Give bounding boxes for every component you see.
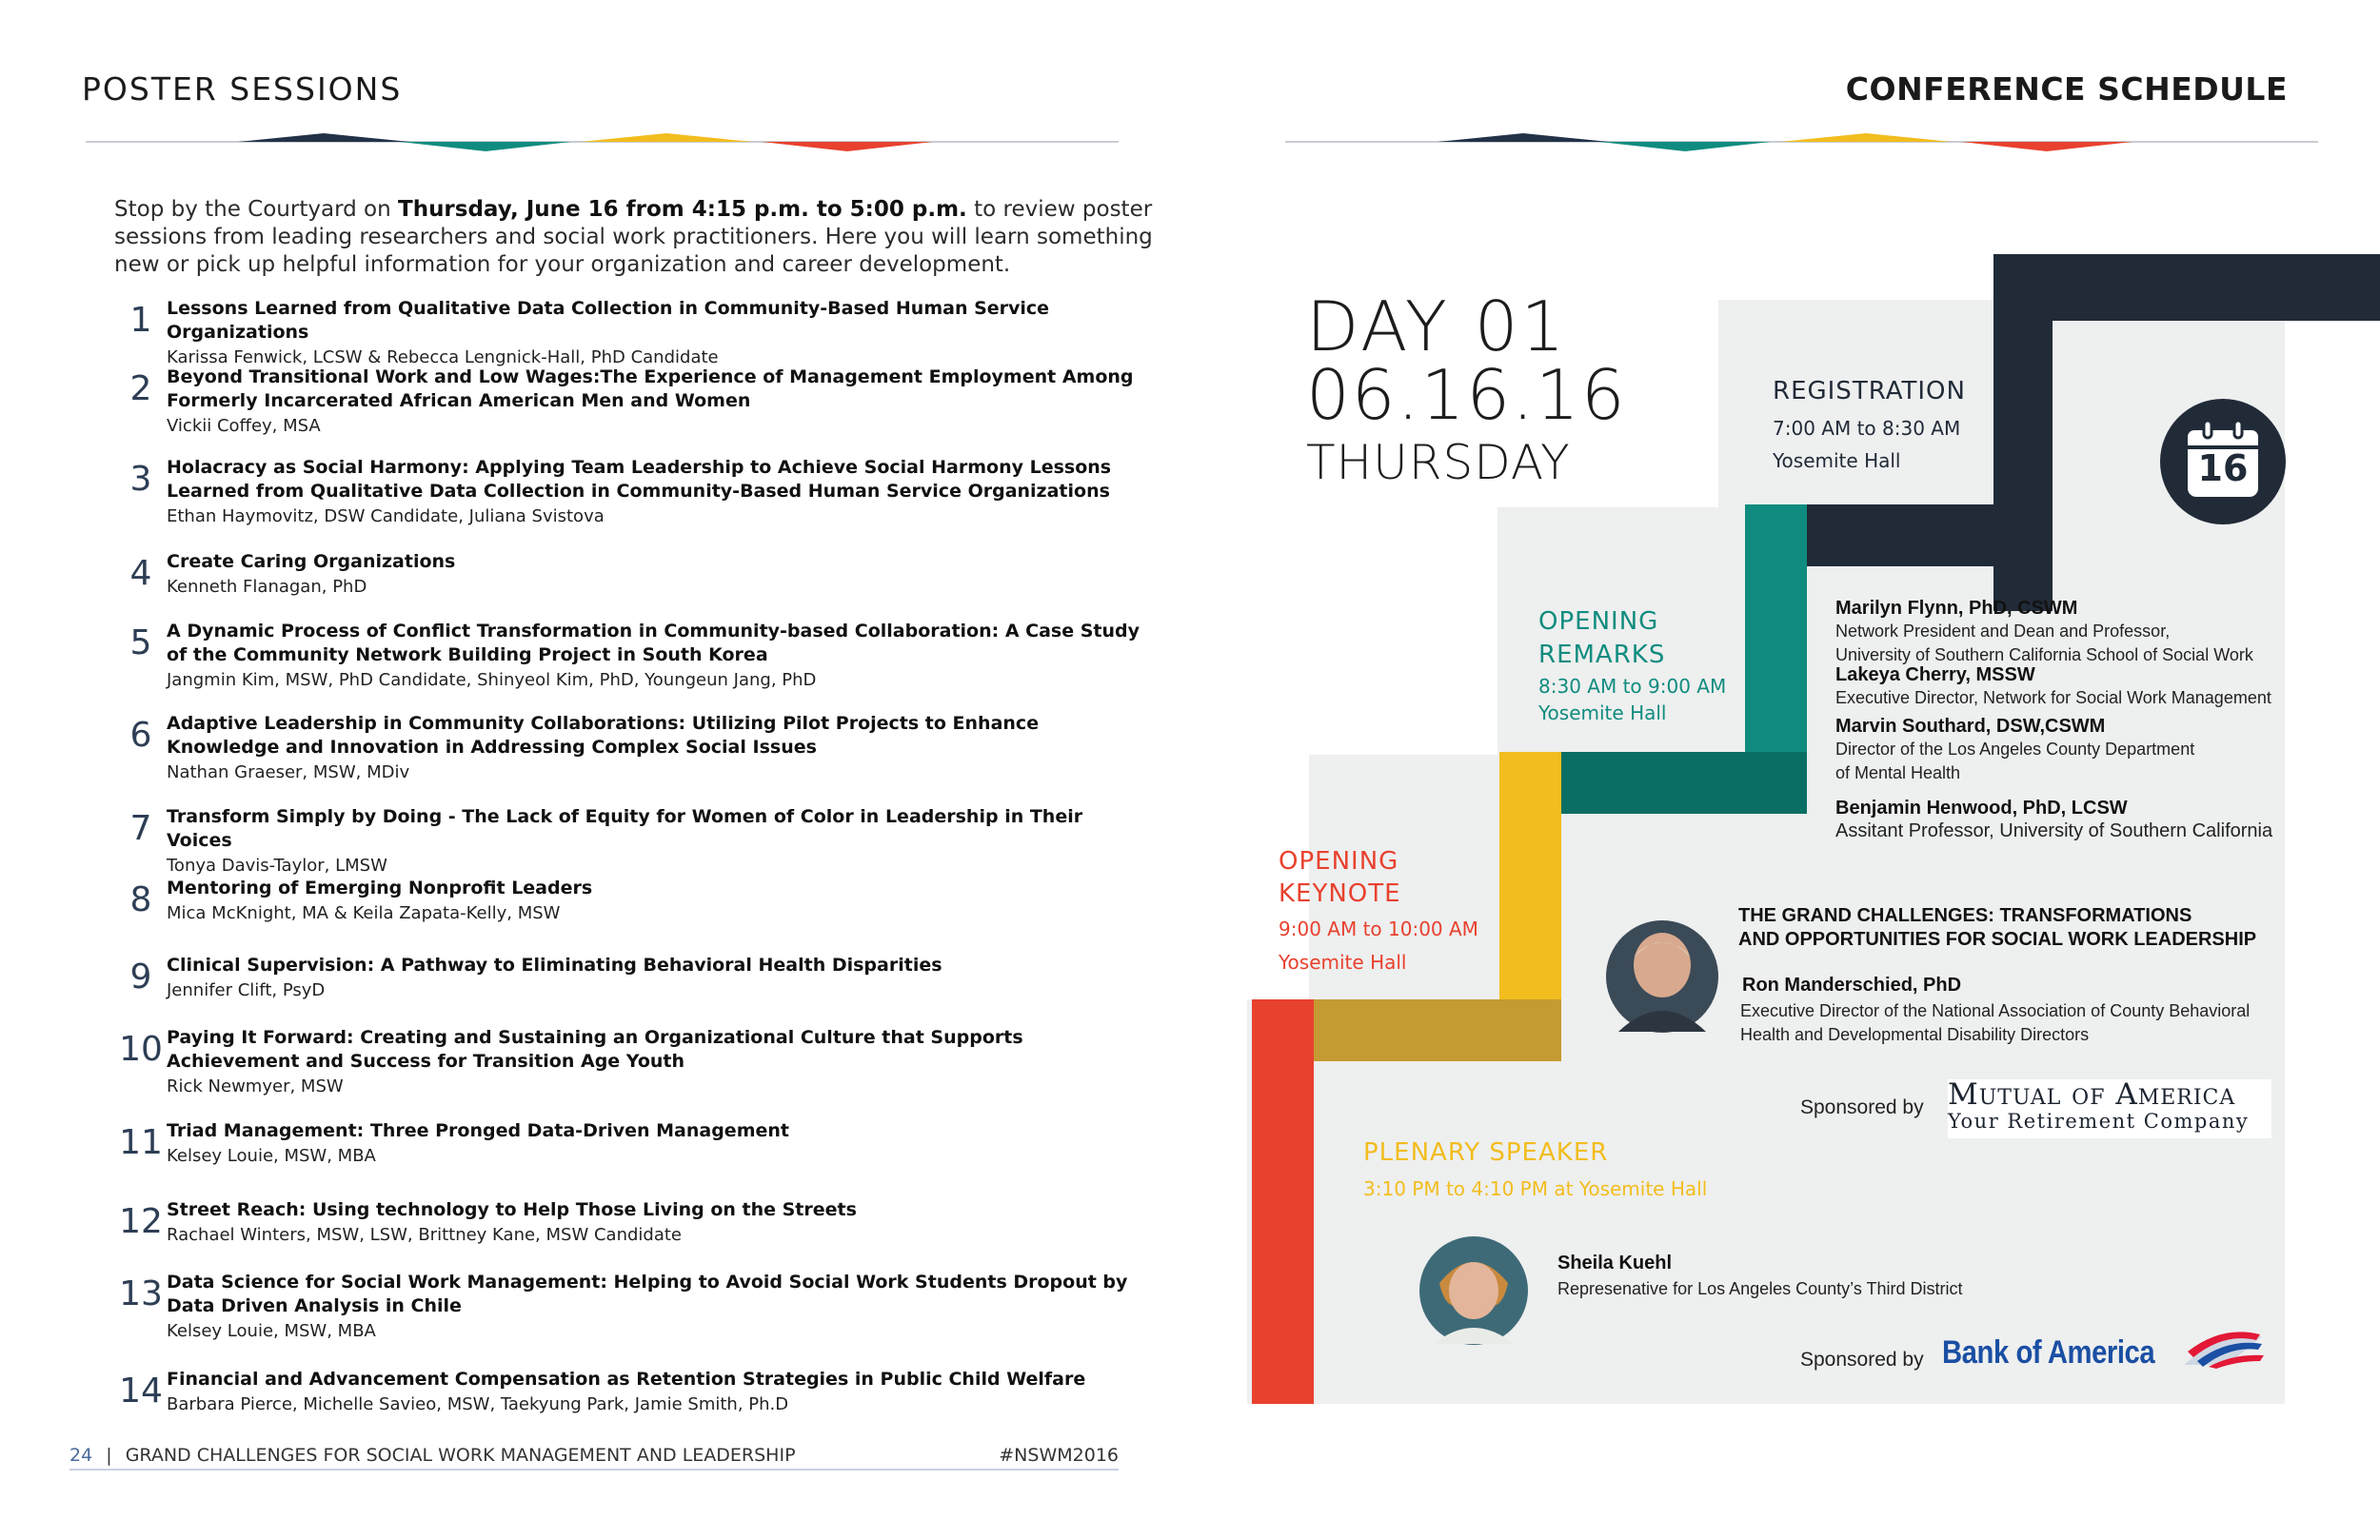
- opening-remarks-label-2: REMARKS: [1538, 641, 1666, 669]
- keynote-sponsored-by: Sponsored by: [1800, 1096, 1924, 1118]
- footer-hashtag: #NSWM2016: [999, 1445, 1119, 1466]
- poster-title: Triad Management: Three Pronged Data-Driven Management: [167, 1120, 789, 1141]
- calendar-day: 16: [2197, 447, 2249, 489]
- poster-authors: Rachael Winters, MSW, LSW, Brittney Kane, MSW Candidate: [167, 1225, 682, 1245]
- poster-number: 11: [119, 1123, 163, 1162]
- poster-authors: Jangmin Kim, MSW, PhD Candidate, Shinyeol Kim, PhD, Youngeun Jang, PhD: [167, 670, 817, 690]
- poster-title: Data Science for Social Work Management: Helping to Avoid Social Work Students Dropout by Data Driven Analysis in Chile: [167, 1272, 1128, 1316]
- poster-authors: Jennifer Clift, PsyD: [167, 980, 326, 1000]
- registration-place: Yosemite Hall: [1773, 449, 1901, 472]
- poster-number: 13: [119, 1274, 163, 1313]
- step-yellow-horizontal: [1314, 999, 1561, 1061]
- speaker-role: Director of the Los Angeles County Department: [1835, 740, 2195, 759]
- plenary-time: 3:10 PM to 4:10 PM at Yosemite Hall: [1363, 1177, 1708, 1200]
- poster-title: Transform Simply by Doing - The Lack of Equity for Women of Color in Leadership in Their Voices: [167, 806, 1083, 851]
- rule-triangle-teal: [400, 142, 571, 151]
- plenary-sponsored-by: Sponsored by: [1800, 1349, 1924, 1371]
- poster-title: A Dynamic Process of Conflict Transformation in Community-based Collaboration: A Case Study of the Community Network Building Project in South Korea: [167, 621, 1140, 665]
- speaker-role: Assitant Professor, University of Southern California: [1835, 820, 2273, 841]
- opening-remarks-label: OPENING: [1538, 607, 1659, 636]
- speaker-role: University of Southern California School of Social Work: [1835, 645, 2253, 664]
- poster-title: Holacracy as Social Harmony: Applying Team Leadership to Achieve Social Harmony Lessons Learned from Qualitative Data Collection in Community-Based Human Service Organizations: [167, 457, 1112, 502]
- poster-title: Beyond Transitional Work and Low Wages:The Experience of Management Employment Among Formerly Incarcerated African American Men and Women: [167, 366, 1134, 411]
- mutual-of-america-logo: Mutual of America Your Retirement Company: [1948, 1079, 2271, 1138]
- poster-number: 14: [119, 1372, 163, 1411]
- right-page-header: CONFERENCE SCHEDULE: [1845, 70, 2288, 108]
- poster-item: [112, 297, 1140, 371]
- poster-title: Mentoring of Emerging Nonprofit Leaders: [167, 878, 593, 898]
- rule-triangle-red: [1961, 142, 2132, 151]
- page-number: 24: [69, 1445, 93, 1466]
- poster-title: Street Reach: Using technology to Help Those Living on the Streets: [167, 1199, 857, 1220]
- rule-triangle-navy: [238, 133, 409, 142]
- poster-number: 9: [129, 958, 152, 997]
- speaker-name: Benjamin Henwood, PhD, LCSW: [1835, 798, 2128, 819]
- poster-item: [112, 1026, 1140, 1100]
- footer-separator: |: [106, 1445, 112, 1466]
- plenary-speaker-name: Sheila Kuehl: [1557, 1253, 1673, 1273]
- step-red-vertical: [1252, 999, 1314, 1404]
- keynote-talk-title-line1: THE GRAND CHALLENGES: TRANSFORMATIONS: [1738, 905, 2192, 926]
- poster-item: [112, 456, 1140, 530]
- speaker-role: Network President and Dean and Professor,: [1835, 622, 2171, 641]
- speaker-role: Executive Director, Network for Social Work Management: [1835, 688, 2271, 707]
- plenary-label: PLENARY SPEAKER: [1363, 1138, 1609, 1167]
- poster-number: 2: [129, 369, 152, 408]
- plenary-speaker-role: Represenative for Los Angeles County’s Third District: [1557, 1279, 1963, 1298]
- opening-remarks-place: Yosemite Hall: [1538, 701, 1667, 724]
- poster-title: Create Caring Organizations: [167, 551, 456, 572]
- poster-number: 3: [129, 460, 152, 499]
- rule-triangle-yellow: [1780, 133, 1952, 142]
- poster-item: [112, 620, 1140, 694]
- poster-authors: Nathan Graeser, MSW, MDiv: [167, 762, 410, 782]
- registration-time: 7:00 AM to 8:30 AM: [1773, 417, 1961, 440]
- rule-triangle-navy: [1438, 133, 1609, 142]
- poster-item: [112, 877, 1140, 927]
- left-page-header: POSTER SESSIONS: [82, 70, 403, 108]
- keynote-talk-title-line2: AND OPPORTUNITIES FOR SOCIAL WORK LEADERSHIP: [1738, 929, 2257, 950]
- opening-keynote-label-2: KEYNOTE: [1279, 879, 1401, 908]
- poster-authors: Kelsey Louie, MSW, MBA: [167, 1146, 376, 1166]
- registration-label: REGISTRATION: [1773, 377, 1966, 405]
- left-header-rule: [86, 129, 1119, 154]
- opening-remarks-speakers: [1835, 598, 2330, 843]
- poster-title: Paying It Forward: Creating and Sustaining an Organizational Culture that Supports Achievement and Success for Transition Age Youth: [167, 1027, 1023, 1072]
- poster-number: 6: [129, 716, 152, 755]
- poster-authors: Vickii Coffey, MSA: [167, 416, 321, 436]
- speaker-role: of Mental Health: [1835, 763, 1961, 782]
- opening-keynote-place: Yosemite Hall: [1279, 951, 1407, 974]
- keynote-speaker-role-2: Health and Developmental Disability Directors: [1740, 1025, 2090, 1044]
- keynote-speaker-name: Ron Manderschied, PhD: [1742, 975, 1962, 996]
- poster-number: 1: [129, 301, 152, 340]
- poster-item: [112, 805, 1140, 879]
- poster-item: [112, 1368, 1140, 1418]
- poster-authors: Tonya Davis-Taylor, LMSW: [167, 856, 387, 876]
- day-date: 06.16.16: [1306, 355, 1627, 435]
- poster-authors: Ethan Haymovitz, DSW Candidate, Juliana Svistova: [167, 506, 605, 526]
- opening-keynote-time: 9:00 AM to 10:00 AM: [1279, 918, 1478, 940]
- poster-item: [112, 365, 1140, 440]
- poster-number: 4: [129, 554, 152, 593]
- poster-authors: Kenneth Flanagan, PhD: [167, 577, 367, 597]
- plenary-speaker-avatar: [1418, 1235, 1529, 1346]
- poster-authors: Rick Newmyer, MSW: [167, 1076, 344, 1096]
- poster-authors: Karissa Fenwick, LCSW & Rebecca Lengnick-Hall, PhD Candidate: [167, 347, 719, 367]
- rule-triangle-teal: [1599, 142, 1771, 151]
- day-number: DAY 01: [1306, 286, 1568, 366]
- poster-number: 5: [129, 623, 152, 662]
- poster-item: [112, 1119, 1140, 1170]
- page-footer: [69, 1445, 1119, 1471]
- footer-title: GRAND CHALLENGES FOR SOCIAL WORK MANAGEMENT AND LEADERSHIP: [125, 1445, 796, 1466]
- poster-number: 10: [119, 1030, 163, 1069]
- poster-title: Adaptive Leadership in Community Collaborations: Utilizing Pilot Projects to Enhance Knowledge and Innovation in Addressing Complex Social Issues: [167, 713, 1040, 758]
- right-header-rule: [1285, 129, 2318, 154]
- poster-authors: Kelsey Louie, MSW, MBA: [167, 1321, 376, 1341]
- poster-number: 8: [129, 880, 152, 919]
- poster-intro: Stop by the Courtyard on Thursday, June 16 from 4:15 p.m. to 5:00 p.m. to review poster sessions from leading researchers and social work practitioners. Here you will learn something new or pick up helpful information for your organization and career development.: [114, 197, 1153, 277]
- step-teal-horizontal: [1561, 752, 1807, 814]
- poster-authors: Barbara Pierce, Michelle Savieo, MSW, Taekyung Park, Jamie Smith, Ph.D: [167, 1394, 789, 1414]
- speaker-name: Marvin Southard, DSW,CSWM: [1835, 716, 2106, 737]
- opening-keynote-label: OPENING: [1279, 847, 1399, 876]
- keynote-speaker-role: Executive Director of the National Association of County Behavioral: [1740, 1001, 2251, 1020]
- poster-item: [112, 1271, 1140, 1345]
- day-weekday: THURSDAY: [1306, 435, 1571, 490]
- rule-triangle-yellow: [581, 133, 752, 142]
- poster-title: Clinical Supervision: A Pathway to Eliminating Behavioral Health Disparities: [167, 955, 942, 976]
- poster-number: 12: [119, 1202, 163, 1241]
- rule-triangle-red: [762, 142, 933, 151]
- keynote-speaker-avatar: [1605, 919, 1719, 1034]
- speaker-name: Lakeya Cherry, MSSW: [1835, 664, 2035, 685]
- poster-item: [112, 550, 1140, 601]
- poster-authors: Mica McKnight, MA & Keila Zapata-Kelly, MSW: [167, 903, 561, 923]
- bank-of-america-logo: Bank of America: [1942, 1334, 2155, 1371]
- poster-number: 7: [129, 809, 152, 848]
- opening-remarks-time: 8:30 AM to 9:00 AM: [1538, 675, 1727, 698]
- speaker-name: Marilyn Flynn, PhD, CSWM: [1835, 598, 2078, 619]
- poster-title: Financial and Advancement Compensation as Retention Strategies in Public Child Welfare: [167, 1369, 1086, 1390]
- poster-item: [112, 954, 1140, 1004]
- bank-of-america-flag-icon: [2180, 1327, 2266, 1369]
- poster-item: [112, 712, 1140, 786]
- poster-title: Lessons Learned from Qualitative Data Collection in Community-Based Human Service Organizations: [167, 298, 1050, 343]
- poster-item: [112, 1198, 1140, 1249]
- keynote-talk-title: [1738, 904, 2256, 952]
